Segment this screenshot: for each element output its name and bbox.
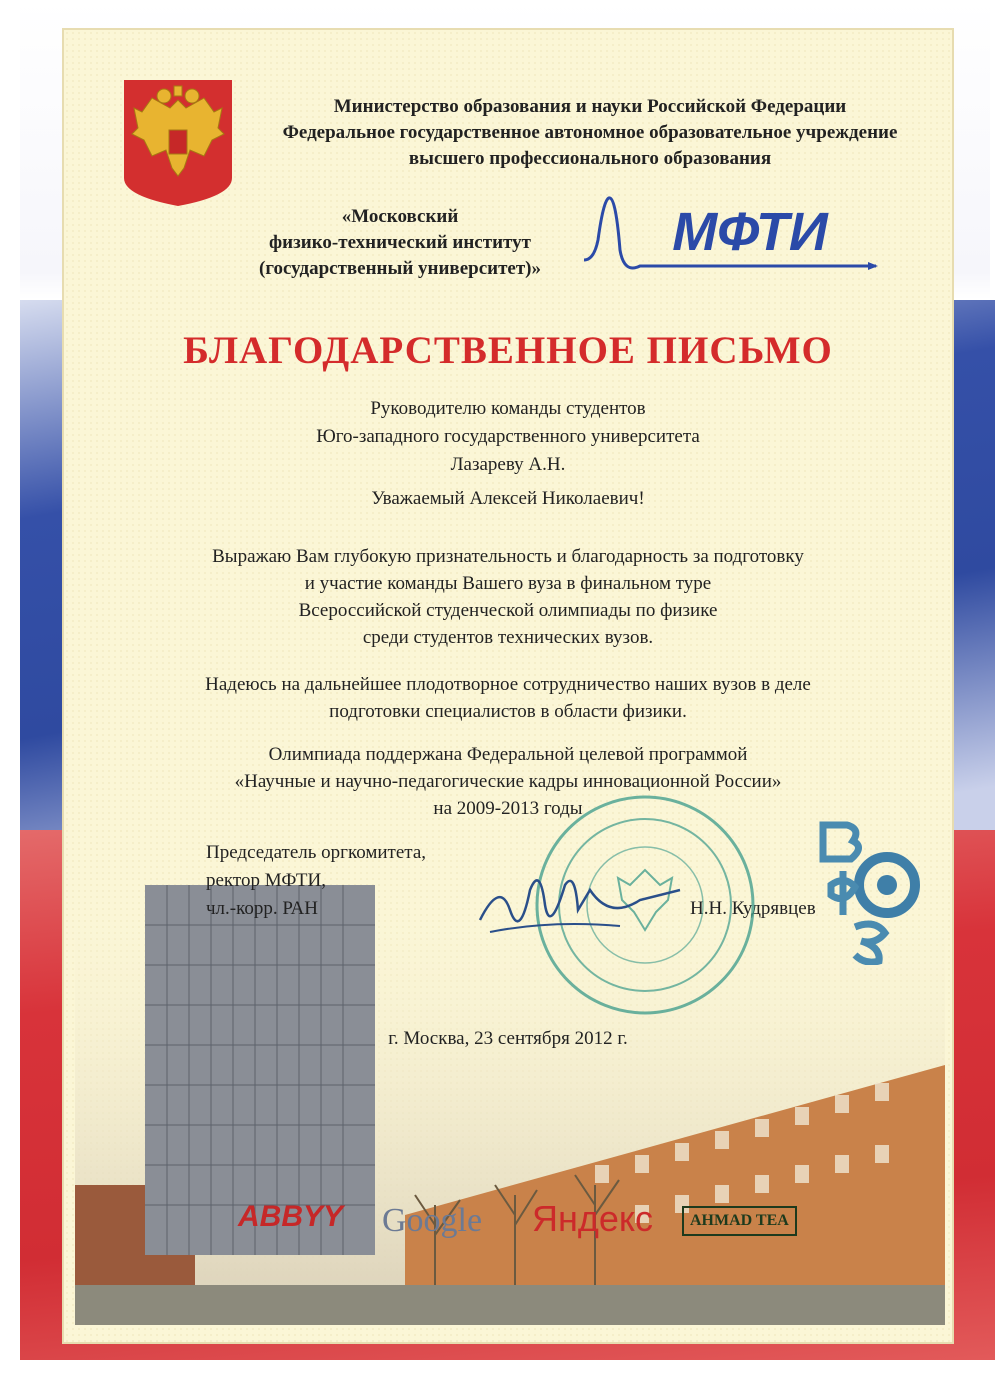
signatory-title-1: Председатель оргкомитета, <box>206 842 427 863</box>
signatory-title-3: чл.-корр. РАН <box>206 898 318 919</box>
mipt-logo-text: МФТИ <box>672 202 828 262</box>
body-p3-line1: Олимпиада поддержана Федеральной целевой программой <box>268 744 748 765</box>
institute-name-line3: (государственный университет)» <box>259 258 541 279</box>
sponsor-google-logo: Google <box>382 1202 483 1239</box>
recipient-line2: Юго-западного государственного университета <box>316 426 700 447</box>
handwritten-signature <box>470 860 690 950</box>
body-p2-line1: Надеюсь на дальнейшее плодотворное сотрудничество наших вузов в деле <box>205 674 811 695</box>
institute-name-line2: физико-технический институт <box>269 232 531 253</box>
ministry-name: Министерство образования и науки Российской Федерации <box>333 96 847 117</box>
recipient-name: Лазареву А.Н. <box>450 454 566 475</box>
olympiad-logo <box>815 815 935 965</box>
sponsor-yandex-logo: Яндекс <box>532 1198 654 1239</box>
body-p1-line2: и участие команды Вашего вуза в финальном туре <box>304 573 712 594</box>
place-and-date: г. Москва, 23 сентября 2012 г. <box>388 1028 628 1049</box>
sponsor-abbyy-logo: ABBYY <box>238 1200 344 1233</box>
education-level: высшего профессионального образования <box>408 148 772 169</box>
document-title: БЛАГОДАРСТВЕННОЕ ПИСЬМО <box>183 329 833 372</box>
institute-name-line1: «Московский <box>341 206 459 227</box>
coat-of-arms-icon <box>122 78 234 208</box>
recipient-line1: Руководителю команды студентов <box>370 398 646 419</box>
body-p1-line4: среди студентов технических вузов. <box>362 627 654 648</box>
body-p1-line1: Выражаю Вам глубокую признательность и благодарность за подготовку <box>212 546 804 567</box>
sponsor-ahmad-tea-logo: AHMAD TEA <box>682 1206 797 1236</box>
body-p2-line2: подготовки специалистов в области физики. <box>329 701 687 722</box>
signatory-title-2: ректор МФТИ, <box>206 870 326 891</box>
signatory-name: Н.Н. Кудрявцев <box>690 898 816 919</box>
body-p3-line3: на 2009-2013 годы <box>433 798 583 819</box>
mipt-logo <box>580 190 880 280</box>
body-p1-line3: Всероссийской студенческой олимпиады по физике <box>298 600 718 621</box>
salutation: Уважаемый Алексей Николаевич! <box>371 488 645 509</box>
institution-type: Федеральное государственное автономное образовательное учреждение <box>282 122 898 143</box>
body-p3-line2: «Научные и научно-педагогические кадры инновационной России» <box>234 771 782 792</box>
